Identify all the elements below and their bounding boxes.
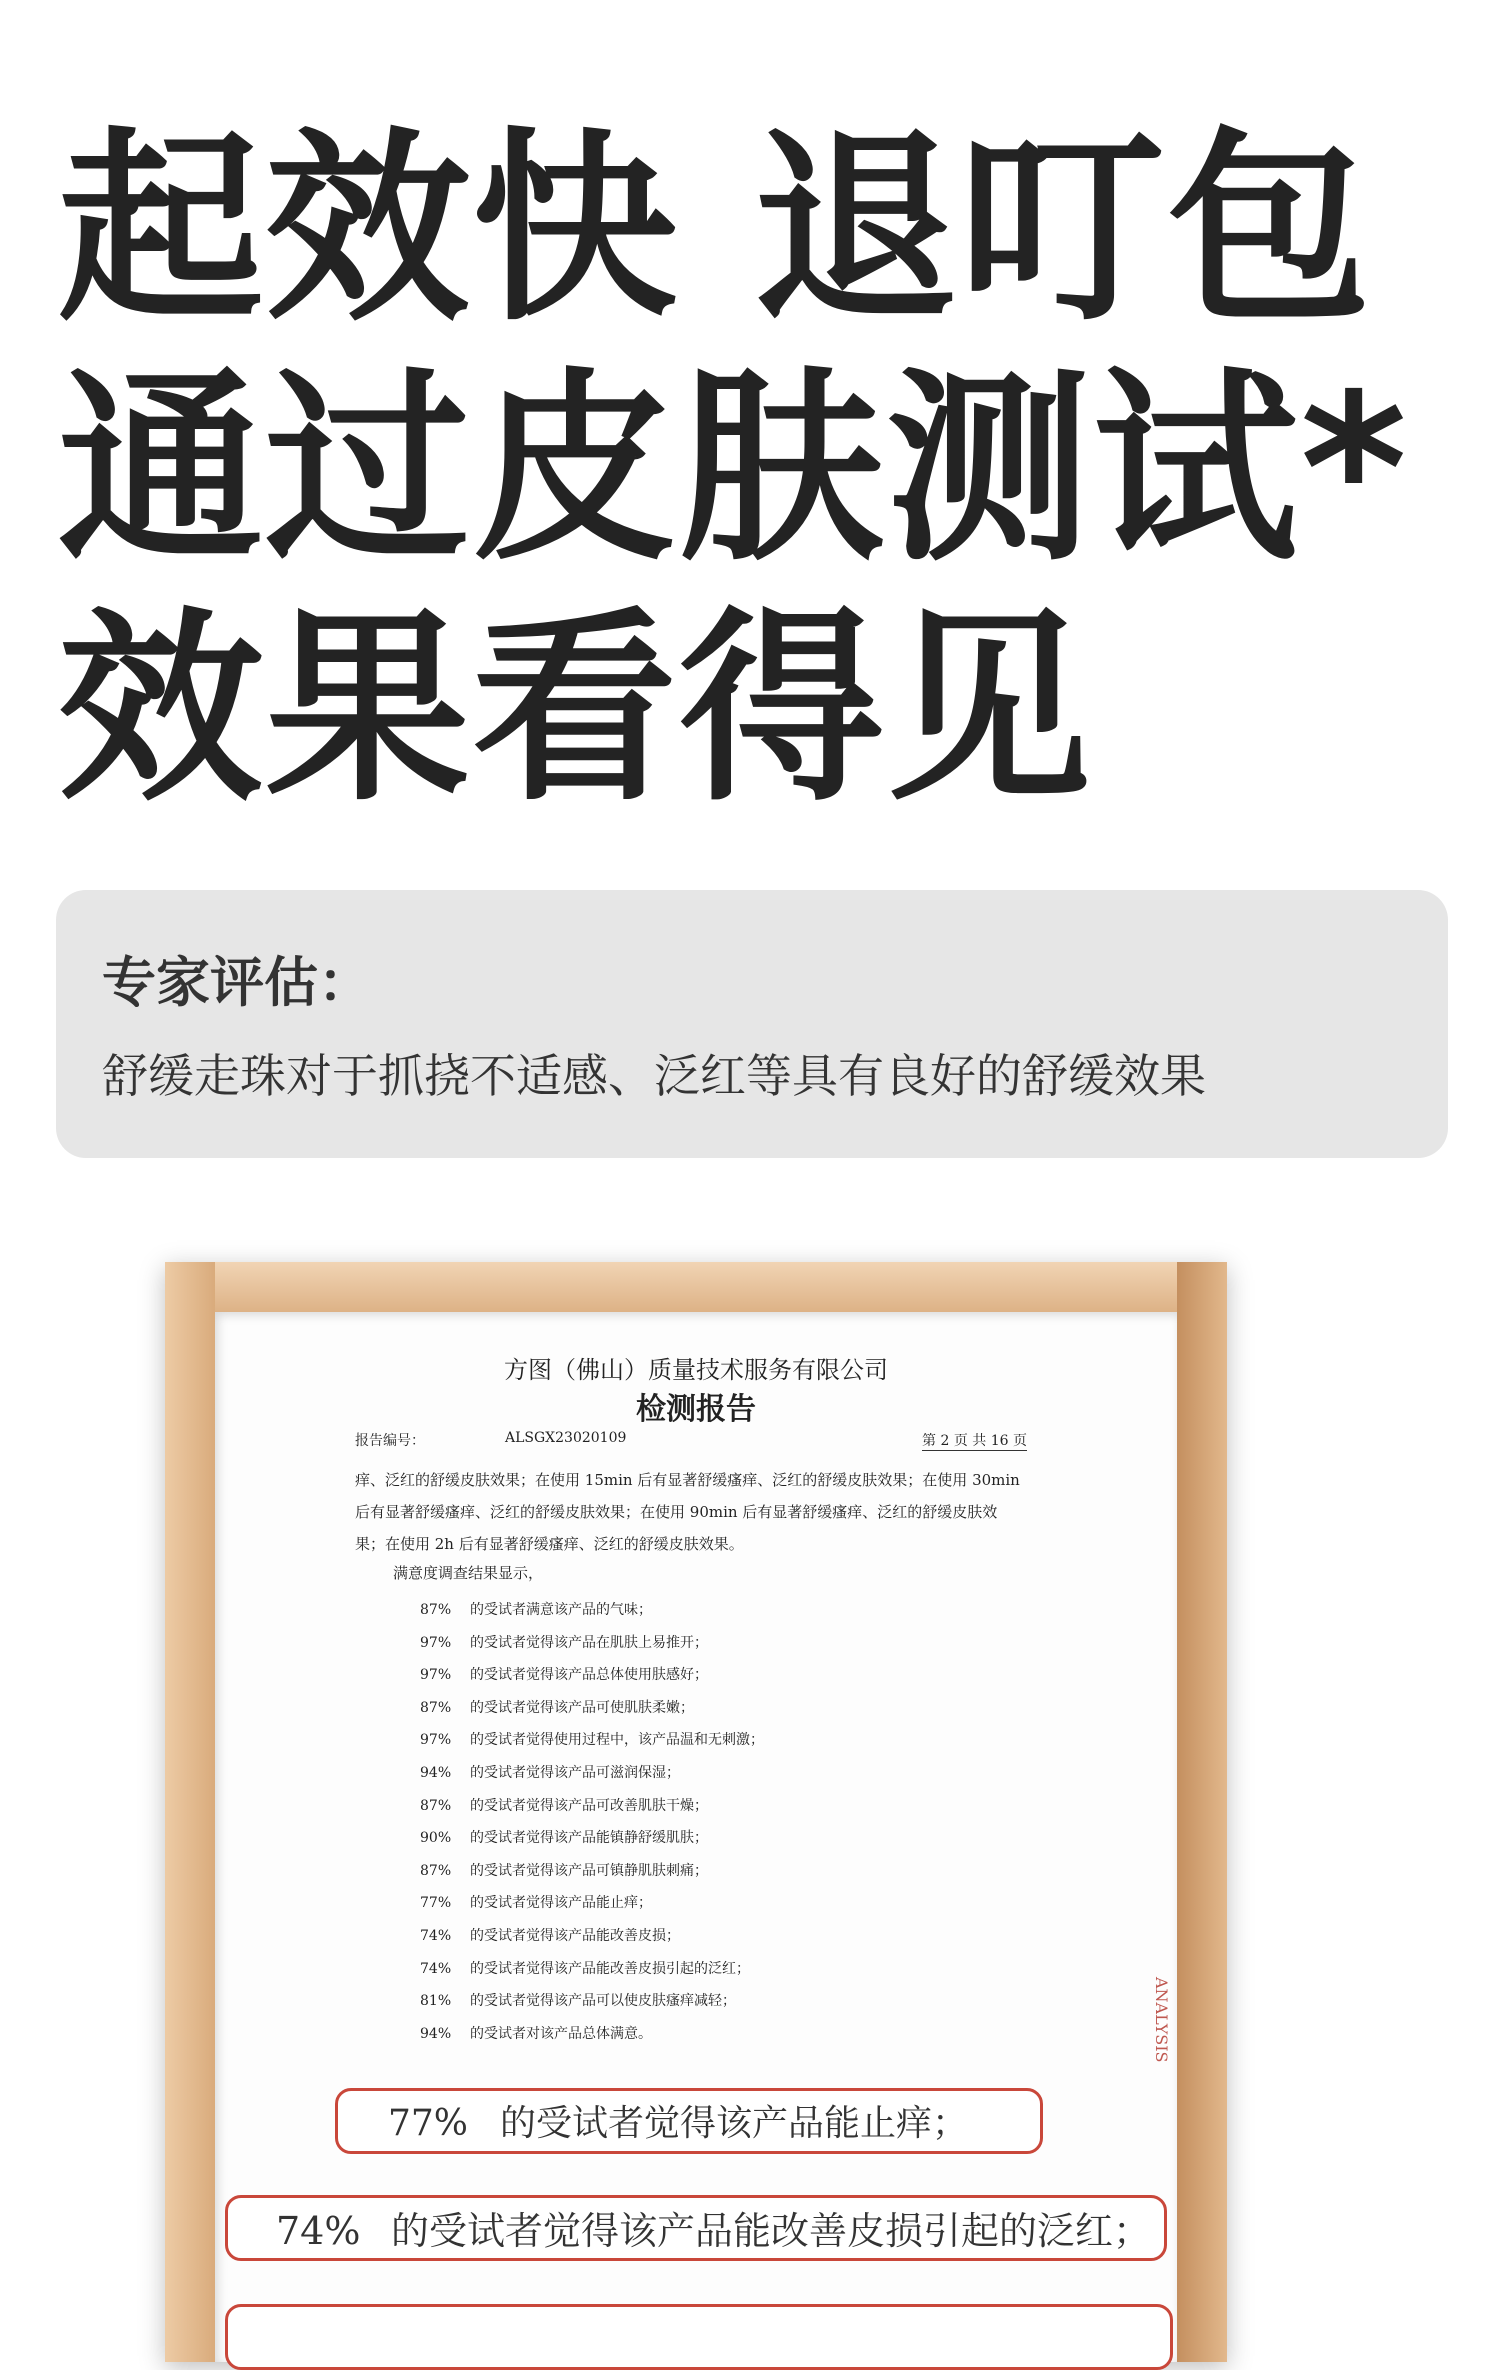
headline-line-3: 效果看得见: [58, 591, 1093, 829]
result-item: 87% 的受试者觉得该产品可改善肌肤干燥；: [420, 1797, 708, 1814]
report-results: [420, 1594, 764, 2050]
frame-bevel-top: [165, 1262, 1227, 1312]
callout-itch-relief: [335, 2088, 1043, 2154]
result-item: 81% 的受试者觉得该产品可以使皮肤瘙痒减轻；: [420, 1993, 736, 2010]
frame-bevel-left: [165, 1262, 215, 2362]
callout-percent: 77%: [388, 2103, 469, 2144]
result-item: 74% 的受试者觉得该产品能改善皮损；: [420, 1927, 680, 1944]
report-page: 第 2 页 共 16 页: [922, 1430, 1027, 1451]
red-stamp-mark: ANALYSIS: [1152, 1977, 1171, 2063]
report-intro: 满意度调查结果显示，: [393, 1564, 544, 1582]
report-paragraph: 痒、泛红的舒缓皮肤效果；在使用 15min 后有显著舒缓瘙痒、泛红的舒缓皮肤效果；在使用 30min 后有显著舒缓瘙痒、泛红的舒缓皮肤效果；在使用 90min 后有显著舒缓瘙痒、泛红的舒缓皮肤效果；在使用 2h 后有显著舒缓瘙痒、泛红的舒缓皮肤效果。: [355, 1471, 1020, 1553]
result-item: 94% 的受试者对该产品总体满意。: [420, 2025, 652, 2042]
callout-redness: [225, 2195, 1167, 2261]
result-item: 97% 的受试者觉得该产品总体使用肤感好；: [420, 1667, 708, 1684]
callout-partial: [225, 2304, 1173, 2370]
expert-assessment-card: [56, 890, 1448, 1158]
result-item: 87% 的受试者觉得该产品可镇静肌肤刺痛；: [420, 1862, 708, 1879]
callout-text: 的受试者觉得该产品能止痒；: [500, 2103, 969, 2144]
expert-text: 舒缓走珠对于抓挠不适感、泛红等具有良好的舒缓效果: [102, 1049, 1206, 1103]
expert-title: 专家评估：: [102, 951, 372, 1014]
result-item: 87% 的受试者觉得该产品可使肌肤柔嫩；: [420, 1699, 694, 1716]
result-item: 77% 的受试者觉得该产品能止痒；: [420, 1895, 652, 1912]
headline-line-2: 通过皮肤测试*: [58, 351, 1410, 589]
callout-text: 的受试者觉得该产品能改善皮损引起的泛红；: [391, 2209, 1152, 2253]
frame-bevel-right: [1177, 1262, 1227, 2362]
result-item: 74% 的受试者觉得该产品能改善皮损引起的泛红；: [420, 1960, 750, 1977]
result-item: 97% 的受试者觉得该产品在肌肤上易推开；: [420, 1634, 708, 1651]
headline: [58, 110, 1478, 830]
result-item: 94% 的受试者觉得该产品可滋润保湿；: [420, 1764, 680, 1781]
result-item: 90% 的受试者觉得该产品能镇静舒缓肌肤；: [420, 1830, 708, 1847]
headline-line-1: 起效快 退叮包: [58, 111, 1374, 349]
report-company: 方图（佛山）质量技术服务有限公司: [504, 1356, 888, 1384]
result-item: 97% 的受试者觉得使用过程中，该产品温和无刺激；: [420, 1732, 764, 1749]
callout-percent: 74%: [276, 2209, 361, 2253]
report-number: ALSGX23020109: [505, 1430, 627, 1446]
report-meta: [355, 1430, 1027, 1454]
report-number-label: 报告编号：: [355, 1433, 425, 1449]
result-item: 87% 的受试者满意该产品的气味；: [420, 1602, 652, 1618]
report-title: 检测报告: [636, 1392, 756, 1427]
